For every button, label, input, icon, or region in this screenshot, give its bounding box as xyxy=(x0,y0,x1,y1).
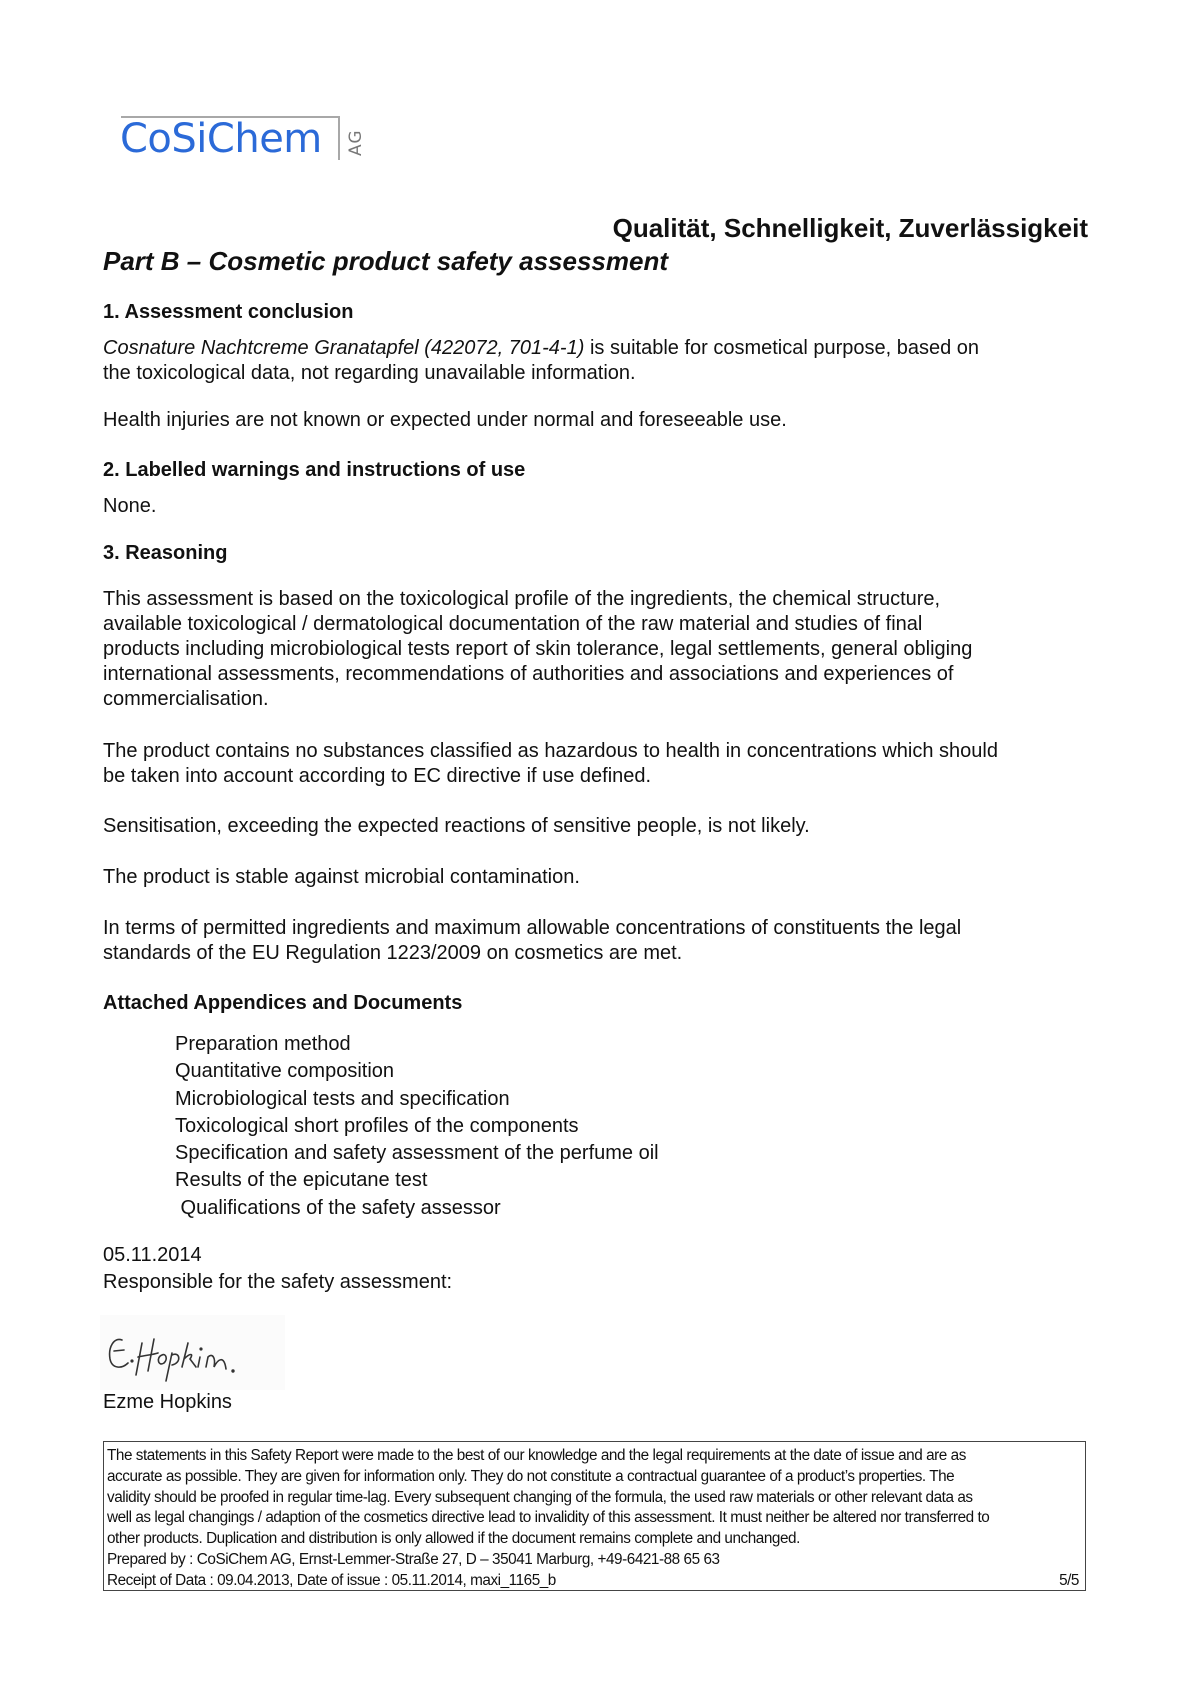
logo-rule-vertical xyxy=(338,116,340,160)
page-title: Part B – Cosmetic product safety assessment xyxy=(103,246,668,276)
assessment-date: 05.11.2014 xyxy=(103,1244,202,1266)
text-line: The product contains no substances classified as hazardous to health in concentrations which should xyxy=(103,740,998,762)
list-item: Qualifications of the safety assessor xyxy=(175,1196,501,1219)
section-heading-reasoning: 3. Reasoning xyxy=(103,542,228,564)
page-number: 5/5 xyxy=(1059,1571,1079,1589)
disclaimer-line: validity should be proofed in regular time-lag. Every subsequent changing of the formula, the used raw materials or other relevant data as xyxy=(107,1488,973,1506)
disclaimer-line: The statements in this Safety Report were made to the best of our knowledge and the legal requirements at the date of issue and are as xyxy=(107,1447,966,1464)
text-line: commercialisation. xyxy=(103,688,269,710)
reasoning-paragraph-3: Sensitisation, exceeding the expected reactions of sensitive people, is not likely. xyxy=(103,815,810,837)
disclaimer-box xyxy=(103,1441,1086,1591)
logo-suffix: AG xyxy=(346,129,366,156)
responsible-label: Responsible for the safety assessment: xyxy=(103,1271,453,1293)
text-line: products including microbiological tests report of skin tolerance, legal settlements, general obliging xyxy=(103,638,973,660)
section-heading-conclusion: 1. Assessment conclusion xyxy=(103,301,354,323)
text-line: international assessments, recommendations of authorities and associations and experiences of xyxy=(103,663,954,685)
section-heading-appendices: Attached Appendices and Documents xyxy=(103,992,463,1014)
text-line: available toxicological / dermatological documentation of the raw material and studies of final xyxy=(103,613,923,635)
reasoning-paragraph-1 xyxy=(103,587,1093,712)
conclusion-text-line2: the toxicological data, not regarding unavailable information. xyxy=(103,362,636,384)
reasoning-paragraph-4: The product is stable against microbial contamination. xyxy=(103,866,580,888)
appendices-list xyxy=(175,1031,659,1222)
conclusion-text: is suitable for cosmetical purpose, based on xyxy=(584,337,980,359)
company-tagline: Qualität, Schnelligkeit, Zuverlässigkeit xyxy=(612,213,1088,243)
reasoning-paragraph-5 xyxy=(103,916,1093,966)
disclaimer-line: other products. Duplication and distribution is only allowed if the document remains complete and unchanged. xyxy=(107,1530,800,1548)
list-item: Preparation method xyxy=(175,1033,351,1055)
conclusion-paragraph xyxy=(103,336,1093,386)
disclaimer-line: accurate as possible. They are given for information only. They do not constitute a contractual guarantee of a product’s properties. The xyxy=(107,1467,955,1485)
text-line: be taken into account according to EC directive if use defined. xyxy=(103,765,652,787)
warnings-text: None. xyxy=(103,495,157,517)
product-name: Cosnature Nachtcreme Granatapfel (422072, 701-4-1) xyxy=(103,337,585,359)
prepared-by-line: Prepared by : CoSiChem AG, Ernst-Lemmer-Straße 27, D – 35041 Marburg, +49-6421-88 65 63 xyxy=(107,1550,720,1568)
list-item: Microbiological tests and specification xyxy=(175,1087,510,1110)
list-item: Results of the epicutane test xyxy=(175,1169,428,1192)
text-line: In terms of permitted ingredients and maximum allowable concentrations of constituents the legal xyxy=(103,917,962,939)
health-paragraph: Health injuries are not known or expected under normal and foreseeable use. xyxy=(103,409,787,431)
section-heading-warnings: 2. Labelled warnings and instructions of use xyxy=(103,459,526,481)
receipt-info: Receipt of Data : 09.04.2013, Date of issue : 05.11.2014, maxi_1165_b xyxy=(107,1571,556,1589)
signature-icon xyxy=(100,1315,285,1390)
assessor-name: Ezme Hopkins xyxy=(103,1391,232,1413)
list-item: Specification and safety assessment of the perfume oil xyxy=(175,1142,659,1165)
signature-image xyxy=(100,1315,285,1390)
company-logo xyxy=(118,112,368,164)
text-line: standards of the EU Regulation 1223/2009 on cosmetics are met. xyxy=(103,942,683,964)
reasoning-paragraph-2 xyxy=(103,739,1093,789)
list-item: Toxicological short profiles of the components xyxy=(175,1114,579,1137)
logo-text: CoSiChem xyxy=(120,116,322,162)
list-item: Quantitative composition xyxy=(175,1060,395,1083)
receipt-line xyxy=(107,1571,1083,1592)
disclaimer-line: well as legal changings / adaption of the cosmetics directive lead to invalidity of this assessment. It must neither be altered nor transferred to xyxy=(107,1509,990,1527)
text-line: This assessment is based on the toxicological profile of the ingredients, the chemical structure, xyxy=(103,588,941,610)
